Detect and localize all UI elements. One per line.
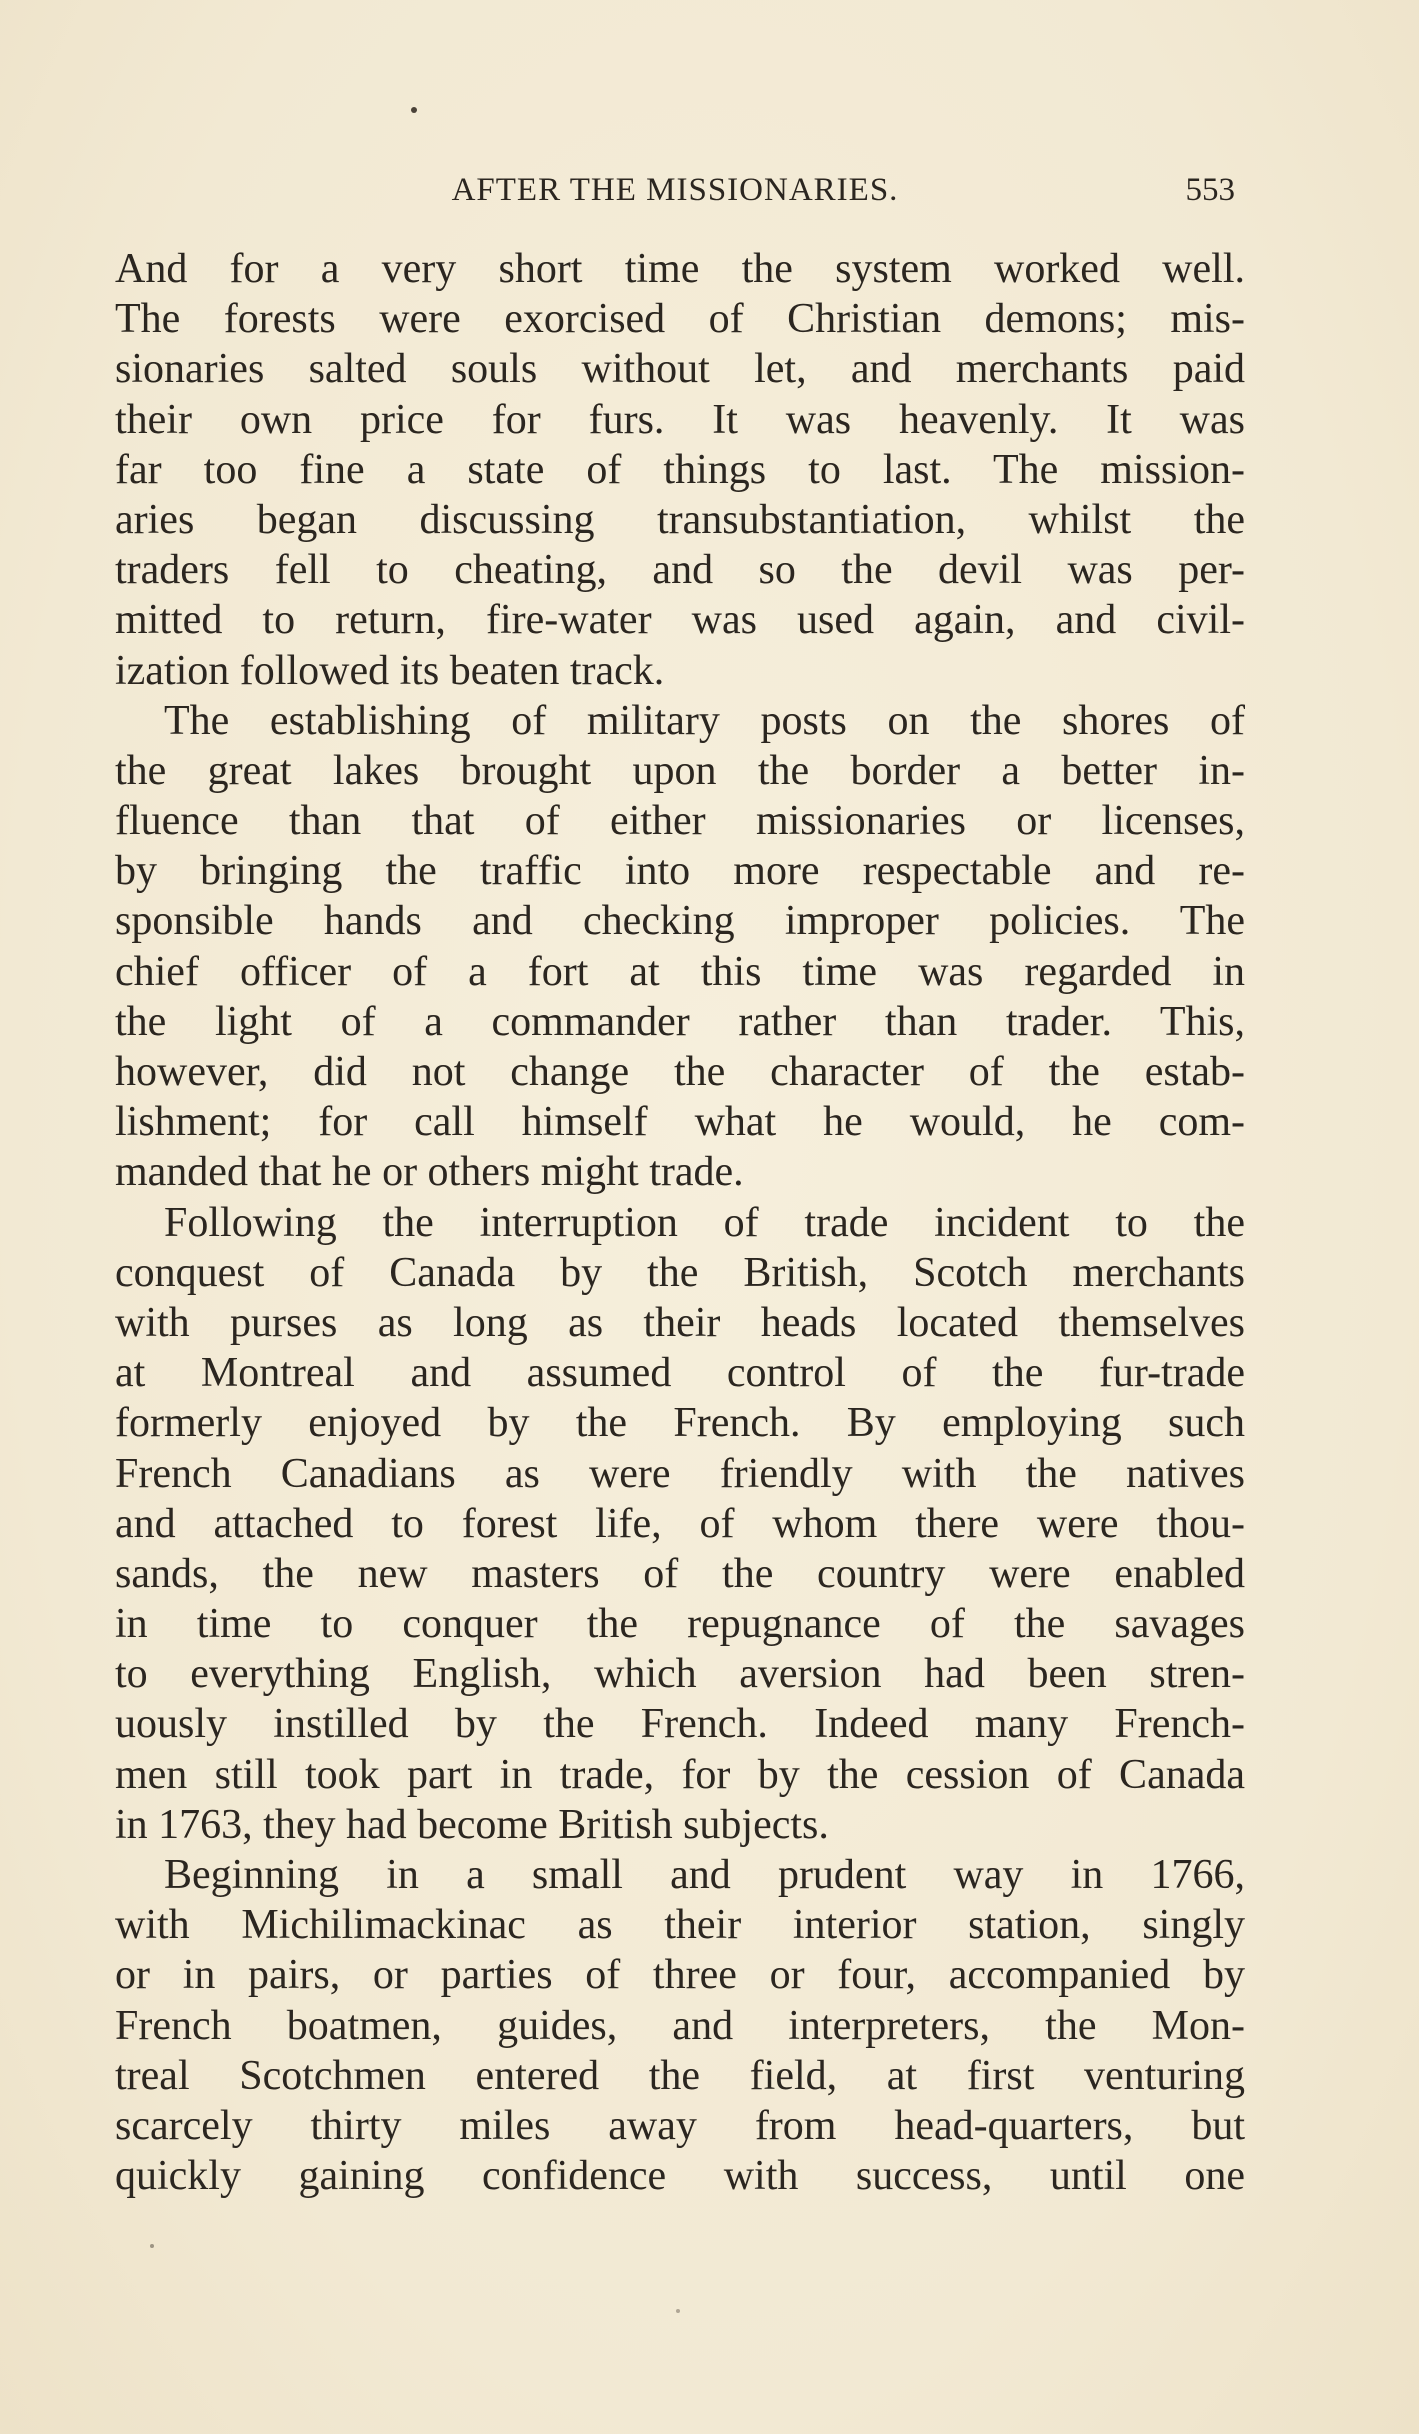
text-line: manded that he or others might trade. — [115, 1149, 744, 1196]
text-line: in time to conquer the repugnance of the savages — [115, 1601, 1245, 1648]
text-line: their own price for furs. It was heavenly. It was — [115, 396, 1245, 443]
ink-speck — [676, 2309, 680, 2313]
text-line: at Montreal and assumed control of the fur-trade — [115, 1350, 1245, 1397]
text-line: or in pairs, or parties of three or four, accompanied by — [115, 1952, 1245, 1999]
page-number: 553 — [1185, 172, 1235, 208]
text-line: the great lakes brought upon the border a better in- — [115, 747, 1245, 794]
text-line: however, did not change the character of the estab- — [115, 1049, 1245, 1095]
text-line: by bringing the traffic into more respectable and re- — [115, 848, 1245, 895]
running-head — [115, 168, 1235, 214]
text-line: Beginning in a small and prudent way in 1766, — [164, 1852, 1245, 1898]
text-line: French boatmen, guides, and interpreters, the Mon- — [115, 2002, 1245, 2049]
text-line: French Canadians as were friendly with the natives — [115, 1450, 1245, 1497]
text-line: sionaries salted souls without let, and merchants paid — [115, 346, 1245, 393]
text-line: The establishing of military posts on the shores of — [164, 697, 1245, 744]
text-line: men still took part in trade, for by the cession of Canada — [115, 1751, 1245, 1798]
text-line: quickly gaining confidence with success, until one — [115, 2153, 1245, 2200]
text-line: sponsible hands and checking improper policies. The — [115, 898, 1245, 945]
text-line: ization followed its beaten track. — [115, 647, 665, 694]
text-line: The forests were exorcised of Christian demons; mis- — [115, 296, 1245, 343]
text-line: in 1763, they had become British subjects. — [115, 1801, 829, 1848]
text-line: Following the interruption of trade incident to the — [164, 1199, 1245, 1246]
text-line: aries began discussing transubstantiation, whilst the — [115, 496, 1245, 543]
text-line: chief officer of a fort at this time was regarded in — [115, 948, 1245, 995]
text-line: uously instilled by the French. Indeed many French- — [115, 1701, 1245, 1748]
text-line: fluence than that of either missionaries or licenses, — [115, 798, 1245, 845]
text-line: conquest of Canada by the British, Scotch merchants — [115, 1249, 1245, 1296]
text-line: treal Scotchmen entered the field, at first venturing — [115, 2052, 1245, 2099]
text-line: to everything English, which aversion had been stren- — [115, 1651, 1245, 1698]
text-line: formerly enjoyed by the French. By employing such — [115, 1400, 1245, 1447]
text-line: lishment; for call himself what he would, he com- — [115, 1099, 1245, 1146]
text-line: and attached to forest life, of whom there were thou- — [115, 1500, 1245, 1547]
text-line: sands, the new masters of the country were enabled — [115, 1550, 1245, 1597]
text-line: far too fine a state of things to last. The mission- — [115, 446, 1245, 493]
text-line: with purses as long as their heads located themselves — [115, 1299, 1245, 1346]
running-title: AFTER THE MISSIONARIES. — [451, 172, 899, 208]
text-line: traders fell to cheating, and so the devil was per- — [115, 547, 1245, 594]
text-line: mitted to return, fire-water was used again, and civil- — [115, 597, 1245, 644]
text-line: the light of a commander rather than trader. This, — [115, 998, 1245, 1045]
text-line: scarcely thirty miles away from head-quarters, but — [115, 2102, 1245, 2149]
ink-speck — [150, 2244, 154, 2248]
text-line: And for a very short time the system worked well. — [115, 246, 1245, 292]
ink-speck — [411, 107, 417, 113]
body-text — [115, 244, 1245, 2201]
text-line: with Michilimackinac as their interior station, singly — [115, 1902, 1245, 1949]
